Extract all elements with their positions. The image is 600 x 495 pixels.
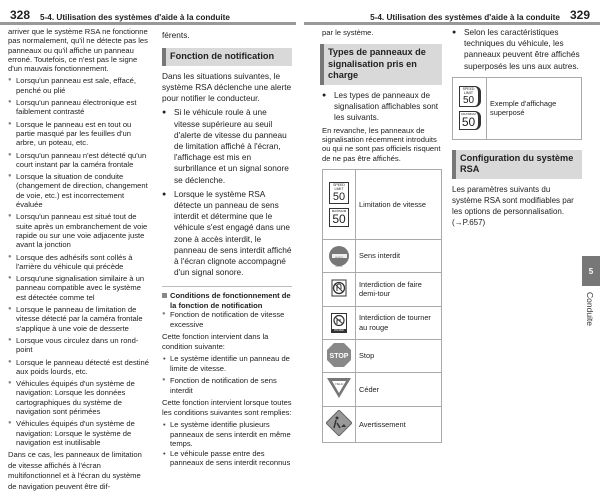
chapter-number: 5 bbox=[588, 266, 594, 276]
speed-limit-sign-icon: SPEED LIMIT 50 bbox=[329, 182, 349, 204]
list-item: ● Lorsque la situation de conduite (changement de direction, changement de voie, etc.) est incorrectement évaluée bbox=[8, 172, 150, 209]
paragraph: arriver que le système RSA ne fonctionne pas normalement, qu'il ne détecte pas les panneaux ou qu'il affiche un panneau erroné. Toutefois, ce n'est pas le signe d'un mauvais fonctionnement. bbox=[8, 27, 148, 74]
paragraph: Cette fonction intervient dans la condition suivante: bbox=[162, 332, 269, 351]
list-item: ● Lorsque le panneau de limitation de vitesse détecté par la caméra frontale s'applique à une voie de desserte bbox=[8, 305, 150, 333]
column-2 bbox=[162, 30, 292, 471]
list-item: ● Fonction de notification de sens interdit bbox=[162, 376, 292, 395]
paragraph: Cette fonction intervient lorsque toutes les conditions suivantes sont remplies: bbox=[162, 398, 292, 417]
overlay-maximum-icon: MAXIMUM 50 bbox=[459, 111, 481, 130]
sign-label: Interdiction de faire demi-tour bbox=[356, 272, 442, 306]
section-title: 5-4. Utilisation des systèmes d'aide à la conduite bbox=[370, 13, 560, 22]
paragraph: En revanche, les panneaux de signalisation récemment introduits ou qui ne sont pas officiels risquent de ne pas être affichés. bbox=[322, 125, 441, 163]
no-entry-sign-icon: DO NOT ENTER bbox=[329, 246, 349, 266]
page-number: 329 bbox=[569, 8, 590, 22]
column-1 bbox=[8, 27, 150, 495]
list-item: ● Lorsqu'une signalisation similaire à un panneau compatible avec le système est détectée comme tel bbox=[8, 274, 150, 302]
list-item: ● Selon les caractéristiques techniques du véhicule, les panneaux peuvent être affichés superposés les uns aux autres. bbox=[452, 27, 582, 72]
page-number: 328 bbox=[10, 8, 31, 22]
column-4 bbox=[452, 27, 582, 232]
no-u-turn-sign-icon bbox=[331, 279, 347, 297]
chapter-label: Conduite bbox=[585, 292, 595, 327]
stop-sign-icon bbox=[327, 343, 351, 367]
list-item: ● Lorsque le panneau détecté est destiné aux poids lourds, etc. bbox=[8, 358, 150, 377]
overlay-example-table bbox=[452, 77, 582, 140]
limitations-list bbox=[8, 76, 150, 447]
section-title: 5-4. Utilisation des systèmes d'aide à la conduite bbox=[40, 13, 230, 22]
yield-sign-icon bbox=[327, 378, 351, 398]
list-item: ● Lorsqu'un panneau est situé tout de suite après un embranchement de voie rapide ou sur une voie adjacente juste avant la jonction bbox=[8, 212, 150, 249]
list-item: ● Fonction de notification de vitesse excessive bbox=[162, 310, 292, 329]
list-item: • Le système identifie un panneau de limite de vitesse. bbox=[162, 354, 292, 373]
no-turn-on-red-sign-icon: ON RED bbox=[331, 313, 347, 334]
list-item: • Le véhicule passe entre des panneaux de sens interdit reconnus bbox=[162, 449, 292, 468]
paragraph: Les paramètres suivants du système RSA sont modifiables par les options de personnalisation. (→P.657) bbox=[452, 184, 574, 228]
paragraph: Dans ce cas, les panneaux de limitation de vitesse affichés à l'écran multifonctionnel et à l'écran du système de navigation peuvent être dif- bbox=[8, 450, 142, 491]
sub-heading: Conditions de fonctionnement de la fonction de notification bbox=[162, 291, 292, 310]
paragraph: férents. bbox=[162, 30, 190, 40]
divider bbox=[162, 286, 292, 287]
section-heading: Fonction de notification bbox=[162, 48, 292, 66]
left-header bbox=[0, 7, 230, 22]
sign-label: Sens interdit bbox=[356, 239, 442, 272]
section-heading: Configuration du système RSA bbox=[452, 150, 582, 179]
paragraph: Dans les situations suivantes, le système RSA déclenche une alerte pour notifier le conducteur. bbox=[162, 70, 292, 104]
warning-sign-icon bbox=[326, 410, 352, 436]
sign-types-table bbox=[322, 169, 442, 443]
right-header bbox=[370, 7, 600, 22]
overlay-speed-limit-icon: SPEED LIMIT 50 bbox=[459, 86, 481, 107]
list-item: ● Véhicules équipés d'un système de navigation: Lorsque le système de navigation est inutilisable bbox=[8, 419, 150, 447]
svg-text:YIELD: YIELD bbox=[334, 382, 344, 387]
list-item: • Le système identifie plusieurs panneaux de sens interdit en même temps. bbox=[162, 420, 292, 449]
list-item: ● Lorsque vous circulez dans un rond-point bbox=[8, 336, 150, 355]
sign-label: Céder bbox=[356, 372, 442, 406]
column-3 bbox=[322, 28, 442, 443]
chapter-tab[interactable] bbox=[582, 256, 600, 286]
list-item: ● Si le véhicule roule à une vitesse supérieure au seuil d'alerte de vitesse du panneau de limitation affiché à l'écran, l'affichage est mis en surbrillance et un signal sonore se déclenche. bbox=[162, 107, 292, 185]
list-item: ● Lorsqu'un panneau n'est détecté qu'un court instant par la caméra frontale bbox=[8, 151, 150, 170]
maximum-speed-sign-icon: MAXIMUM 50 bbox=[329, 208, 349, 227]
header-rule bbox=[0, 22, 296, 25]
sign-label: Stop bbox=[356, 339, 442, 372]
list-item: ● Lorsqu'un panneau est sale, effacé, penché ou plié bbox=[8, 76, 150, 95]
list-item: ● Les types de panneaux de signalisation affichables sont les suivants. bbox=[322, 90, 442, 123]
sign-label: Interdiction de tourner au rouge bbox=[356, 306, 442, 339]
example-label: Exemple d'affichage superposé bbox=[487, 77, 582, 139]
sign-label: Limitation de vitesse bbox=[356, 169, 442, 239]
list-item: ● Lorsque des adhésifs sont collés à l'arrière du véhicule qui précède bbox=[8, 253, 150, 272]
header-rule bbox=[304, 22, 600, 25]
sign-label: Avertissement bbox=[356, 406, 442, 442]
list-item: ● Lorsqu'un panneau électronique est faiblement contrasté bbox=[8, 98, 150, 117]
list-item: ● Lorsque le système RSA détecte un panneau de sens interdit et détermine que le véhicule s'est engagé dans une zone à accès interdit, le panneau de sens interdit affiché à l'écran clignote accompagné d'un signal sonore. bbox=[162, 189, 292, 279]
svg-text:STOP: STOP bbox=[329, 352, 349, 360]
paragraph: par le système. bbox=[322, 28, 374, 37]
list-item: ● Lorsque le panneau est en tout ou partie masqué par les feuilles d'un arbre, un poteau, etc. bbox=[8, 120, 150, 148]
section-heading: Types de panneaux de signalisation pris en charge bbox=[320, 44, 442, 85]
list-item: ● Véhicules équipés d'un système de navigation: Lorsque les données cartographiques du système de navigation sont périmées bbox=[8, 379, 150, 416]
notification-list bbox=[162, 107, 292, 278]
